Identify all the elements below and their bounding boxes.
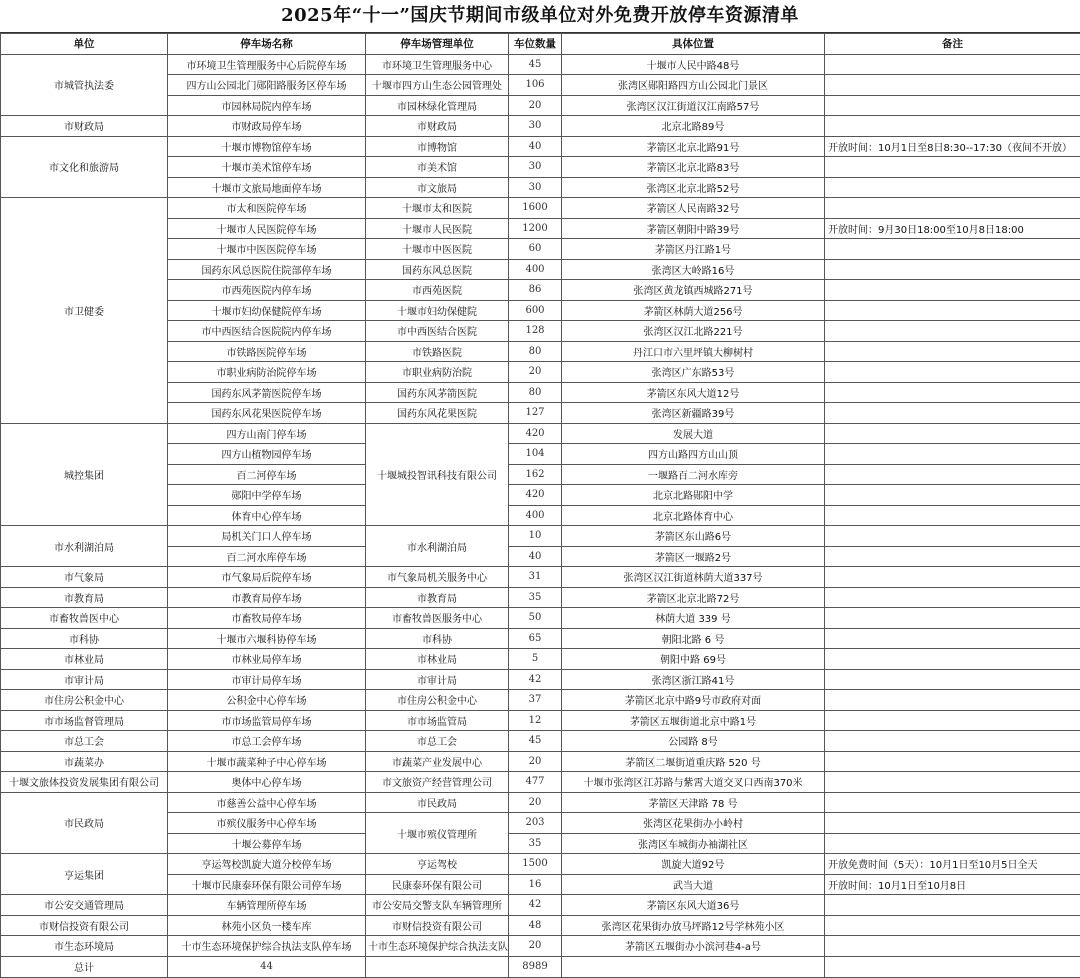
cell-spaces: 1600 [509, 198, 562, 219]
cell-spaces: 420 [509, 423, 562, 444]
cell-unit: 市总工会 [1, 731, 168, 752]
cell-note [825, 259, 1080, 280]
cell-lot-name: 四方山南门停车场 [168, 423, 366, 444]
total-empty [562, 956, 825, 977]
cell-spaces: 20 [509, 95, 562, 116]
cell-lot-name: 十堰市妇幼保健院停车场 [168, 300, 366, 321]
cell-lot-name: 国药东风茅箭医院停车场 [168, 382, 366, 403]
cell-location: 茅箭区北京北路91号 [562, 136, 825, 157]
cell-location: 茅箭区人民南路32号 [562, 198, 825, 219]
cell-lot-name: 市西苑医院内停车场 [168, 280, 366, 301]
cell-spaces: 16 [509, 874, 562, 895]
cell-lot-name: 市职业病防治院停车场 [168, 362, 366, 383]
cell-unit: 市教育局 [1, 587, 168, 608]
table-row [1, 136, 1080, 157]
cell-location: 茅箭区五堰街办小滨河巷4-a号 [562, 936, 825, 957]
cell-note [825, 198, 1080, 219]
cell-note [825, 280, 1080, 301]
cell-spaces: 128 [509, 321, 562, 342]
cell-lot-name: 市殡仪服务中心停车场 [168, 813, 366, 834]
cell-lot-name: 亨运驾校凯旋大道分校停车场 [168, 854, 366, 875]
cell-note [825, 710, 1080, 731]
cell-lot-name: 市慈善公益中心停车场 [168, 792, 366, 813]
cell-manager: 市水利湖泊局 [366, 526, 509, 567]
cell-lot-name: 十堰市民康泰环保有限公司停车场 [168, 874, 366, 895]
cell-manager: 市总工会 [366, 731, 509, 752]
cell-unit: 市公安交通管理局 [1, 895, 168, 916]
cell-location: 张湾区广东路53号 [562, 362, 825, 383]
cell-manager: 十堰市人民医院 [366, 218, 509, 239]
cell-location: 茅箭区东风大道36号 [562, 895, 825, 916]
cell-note [825, 54, 1080, 75]
cell-manager: 国药东风总医院 [366, 259, 509, 280]
cell-unit: 市文化和旅游局 [1, 136, 168, 198]
cell-lot-name: 车辆管理所停车场 [168, 895, 366, 916]
cell-lot-name: 十堰市文旅局地面停车场 [168, 177, 366, 198]
cell-location: 茅箭区朝阳中路39号 [562, 218, 825, 239]
cell-manager: 市公安局交警支队车辆管理所 [366, 895, 509, 916]
cell-note [825, 895, 1080, 916]
cell-lot-name: 林苑小区负一楼车库 [168, 915, 366, 936]
cell-location: 茅箭区东山路6号 [562, 526, 825, 547]
cell-unit: 市城管执法委 [1, 54, 168, 116]
table-row [1, 116, 1080, 137]
cell-manager: 市文旅资产经营管理公司 [366, 772, 509, 793]
cell-manager: 市教育局 [366, 587, 509, 608]
cell-manager: 市中西医结合医院 [366, 321, 509, 342]
cell-lot-name: 国药东风总医院住院部停车场 [168, 259, 366, 280]
cell-spaces: 35 [509, 833, 562, 854]
cell-spaces: 420 [509, 485, 562, 506]
cell-location: 丹江口市六里坪镇大柳树村 [562, 341, 825, 362]
total-row [1, 956, 1080, 977]
cell-location: 四方山路四方山山顶 [562, 444, 825, 465]
cell-lot-name: 十堰市蔬菜种子中心停车场 [168, 751, 366, 772]
cell-manager: 十堰市四方山生态公园管理处 [366, 75, 509, 96]
cell-location: 茅箭区东风大道12号 [562, 382, 825, 403]
cell-note [825, 731, 1080, 752]
cell-spaces: 400 [509, 505, 562, 526]
cell-unit: 城控集团 [1, 423, 168, 526]
cell-lot-name: 十堰市六堰科协停车场 [168, 628, 366, 649]
cell-spaces: 10 [509, 526, 562, 547]
total-empty [825, 956, 1080, 977]
cell-spaces: 37 [509, 690, 562, 711]
cell-manager: 市畜牧兽医服务中心 [366, 608, 509, 629]
cell-lot-name: 市太和医院停车场 [168, 198, 366, 219]
cell-spaces: 20 [509, 936, 562, 957]
cell-location: 林荫大道 339 号 [562, 608, 825, 629]
cell-spaces: 50 [509, 608, 562, 629]
cell-manager: 市科协 [366, 628, 509, 649]
cell-note [825, 772, 1080, 793]
cell-spaces: 1200 [509, 218, 562, 239]
cell-unit: 市水利湖泊局 [1, 526, 168, 567]
cell-lot-name: 市市场监管局停车场 [168, 710, 366, 731]
cell-spaces: 600 [509, 300, 562, 321]
cell-lot-name: 十堰市博物馆停车场 [168, 136, 366, 157]
cell-unit: 市审计局 [1, 669, 168, 690]
cell-spaces: 5 [509, 649, 562, 670]
cell-location: 北京北路体育中心 [562, 505, 825, 526]
cell-location: 茅箭区北京北路72号 [562, 587, 825, 608]
cell-location: 茅箭区二堰街道重庆路 520 号 [562, 751, 825, 772]
cell-manager: 市文旅局 [366, 177, 509, 198]
cell-lot-name: 市教育局停车场 [168, 587, 366, 608]
cell-location: 茅箭区一堰路2号 [562, 546, 825, 567]
cell-spaces: 104 [509, 444, 562, 465]
cell-note [825, 464, 1080, 485]
table-row [1, 772, 1080, 793]
cell-unit: 市民政局 [1, 792, 168, 854]
table-body [1, 54, 1080, 977]
table-row [1, 792, 1080, 813]
cell-lot-name: 市铁路医院停车场 [168, 341, 366, 362]
header-notes: 备注 [825, 34, 1080, 55]
cell-spaces: 20 [509, 792, 562, 813]
cell-spaces: 40 [509, 546, 562, 567]
cell-spaces: 477 [509, 772, 562, 793]
table-row [1, 608, 1080, 629]
cell-manager: 十堰市妇幼保健院 [366, 300, 509, 321]
cell-lot-name: 公积金中心停车场 [168, 690, 366, 711]
cell-unit: 市生态环境局 [1, 936, 168, 957]
document-title: 2025年“十一”国庆节期间市级单位对外免费开放停车资源清单 [0, 0, 1080, 33]
table-row [1, 854, 1080, 875]
cell-spaces: 60 [509, 239, 562, 260]
cell-note [825, 95, 1080, 116]
cell-unit: 市财政局 [1, 116, 168, 137]
cell-spaces: 42 [509, 895, 562, 916]
header-manager: 停车场管理单位 [366, 34, 509, 55]
cell-lot-name: 市审计局停车场 [168, 669, 366, 690]
cell-manager: 市民政局 [366, 792, 509, 813]
cell-note [825, 751, 1080, 772]
cell-manager: 市住房公积金中心 [366, 690, 509, 711]
cell-spaces: 80 [509, 341, 562, 362]
table-row [1, 710, 1080, 731]
cell-lot-name: 市园林局院内停车场 [168, 95, 366, 116]
cell-manager: 市市场监管局 [366, 710, 509, 731]
cell-note [825, 669, 1080, 690]
cell-spaces: 65 [509, 628, 562, 649]
cell-note [825, 936, 1080, 957]
cell-location: 张湾区浙江路41号 [562, 669, 825, 690]
cell-note [825, 444, 1080, 465]
cell-spaces: 1500 [509, 854, 562, 875]
cell-unit: 市财信投资有限公司 [1, 915, 168, 936]
cell-note: 开放时间：10月1日至8日8:30--17:30（夜间不开放） [825, 136, 1080, 157]
cell-lot-name: 局机关门口人停车场 [168, 526, 366, 547]
cell-location: 朝阳北路 6 号 [562, 628, 825, 649]
cell-note [825, 423, 1080, 444]
cell-manager: 亨运驾校 [366, 854, 509, 875]
cell-note [825, 546, 1080, 567]
cell-lot-name: 市气象局后院停车场 [168, 567, 366, 588]
table-row [1, 526, 1080, 547]
header-location: 具体位置 [562, 34, 825, 55]
cell-manager: 民康泰环保有限公司 [366, 874, 509, 895]
cell-note [825, 75, 1080, 96]
table-row [1, 649, 1080, 670]
table-row [1, 731, 1080, 752]
cell-location: 北京北路郧阳中学 [562, 485, 825, 506]
cell-lot-name: 体育中心停车场 [168, 505, 366, 526]
cell-spaces: 106 [509, 75, 562, 96]
cell-lot-name: 市总工会停车场 [168, 731, 366, 752]
cell-manager: 市气象局机关服务中心 [366, 567, 509, 588]
cell-location: 一堰路百二河水库旁 [562, 464, 825, 485]
cell-note [825, 321, 1080, 342]
cell-spaces: 127 [509, 403, 562, 424]
cell-note [825, 341, 1080, 362]
cell-note [825, 690, 1080, 711]
cell-location: 张湾区汉江街道汉江南路57号 [562, 95, 825, 116]
cell-note [825, 177, 1080, 198]
cell-note [825, 526, 1080, 547]
cell-note [825, 567, 1080, 588]
cell-note: 开放时间：9月30日18:00至10月8日18:00 [825, 218, 1080, 239]
cell-note [825, 792, 1080, 813]
cell-spaces: 86 [509, 280, 562, 301]
cell-note [825, 833, 1080, 854]
cell-manager: 市博物馆 [366, 136, 509, 157]
cell-location: 张湾区新疆路39号 [562, 403, 825, 424]
cell-lot-name: 百二河停车场 [168, 464, 366, 485]
table-row [1, 423, 1080, 444]
cell-note [825, 628, 1080, 649]
cell-note: 开放时间：10月1日至10月8日 [825, 874, 1080, 895]
cell-note [825, 485, 1080, 506]
table-row [1, 895, 1080, 916]
header-unit: 单位 [1, 34, 168, 55]
cell-note [825, 157, 1080, 178]
cell-location: 茅箭区北京北路83号 [562, 157, 825, 178]
cell-location: 张湾区车城街办袖湖社区 [562, 833, 825, 854]
parking-table [0, 33, 1080, 978]
cell-manager: 市蔬菜产业发展中心 [366, 751, 509, 772]
cell-location: 发展大道 [562, 423, 825, 444]
cell-note [825, 915, 1080, 936]
cell-manager: 国药东风茅箭医院 [366, 382, 509, 403]
cell-location: 茅箭区天津路 78 号 [562, 792, 825, 813]
cell-location: 张湾区汉江街道林荫大道337号 [562, 567, 825, 588]
cell-note [825, 362, 1080, 383]
cell-location: 张湾区郧阳路四方山公园北门景区 [562, 75, 825, 96]
cell-spaces: 40 [509, 136, 562, 157]
table-header-row [1, 34, 1080, 55]
cell-note [825, 403, 1080, 424]
cell-unit: 十堰文旅体投资发展集团有限公司 [1, 772, 168, 793]
cell-spaces: 45 [509, 54, 562, 75]
cell-lot-name: 十堰市人民医院停车场 [168, 218, 366, 239]
cell-note [825, 116, 1080, 137]
cell-note: 开放免费时间（5天）：10月1日至10月5日全天 [825, 854, 1080, 875]
total-lots: 44 [168, 956, 366, 977]
table-row [1, 690, 1080, 711]
cell-unit: 市市场监督管理局 [1, 710, 168, 731]
cell-manager: 十堰城投智讯科技有限公司 [366, 423, 509, 526]
total-label: 总计 [1, 956, 168, 977]
cell-location: 张湾区花果街办小岭村 [562, 813, 825, 834]
cell-unit: 市畜牧兽医中心 [1, 608, 168, 629]
table-row [1, 915, 1080, 936]
cell-note [825, 587, 1080, 608]
total-empty [366, 956, 509, 977]
cell-lot-name: 郧阳中学停车场 [168, 485, 366, 506]
cell-lot-name: 奥体中心停车场 [168, 772, 366, 793]
cell-manager: 十堰市殡仪管理所 [366, 813, 509, 854]
cell-spaces: 20 [509, 751, 562, 772]
cell-location: 朝阳中路 69号 [562, 649, 825, 670]
cell-spaces: 30 [509, 177, 562, 198]
cell-manager: 十市生态环境保护综合执法支队 [366, 936, 509, 957]
cell-lot-name: 十堰公募停车场 [168, 833, 366, 854]
cell-lot-name: 国药东风花果医院停车场 [168, 403, 366, 424]
cell-unit: 亨运集团 [1, 854, 168, 895]
cell-lot-name: 市林业局停车场 [168, 649, 366, 670]
cell-location: 茅箭区北京中路9号市政府对面 [562, 690, 825, 711]
cell-location: 武当大道 [562, 874, 825, 895]
table-row [1, 587, 1080, 608]
cell-spaces: 35 [509, 587, 562, 608]
cell-lot-name: 十市生态环境保护综合执法支队停车场 [168, 936, 366, 957]
table-row [1, 567, 1080, 588]
cell-manager: 市园林绿化管理局 [366, 95, 509, 116]
cell-unit: 市蔬菜办 [1, 751, 168, 772]
cell-location: 张湾区汉江北路221号 [562, 321, 825, 342]
cell-location: 十堰市张湾区江苏路与紫霄大道交叉口西南370米 [562, 772, 825, 793]
cell-note [825, 505, 1080, 526]
cell-note [825, 813, 1080, 834]
cell-unit: 市气象局 [1, 567, 168, 588]
cell-location: 茅箭区丹江路1号 [562, 239, 825, 260]
cell-spaces: 42 [509, 669, 562, 690]
cell-note [825, 239, 1080, 260]
cell-manager: 市美术馆 [366, 157, 509, 178]
cell-spaces: 30 [509, 157, 562, 178]
cell-manager: 国药东风花果医院 [366, 403, 509, 424]
cell-note [825, 300, 1080, 321]
header-spaces: 车位数量 [509, 34, 562, 55]
header-lot-name: 停车场名称 [168, 34, 366, 55]
cell-spaces: 31 [509, 567, 562, 588]
cell-spaces: 48 [509, 915, 562, 936]
cell-note [825, 382, 1080, 403]
cell-spaces: 45 [509, 731, 562, 752]
cell-manager: 市环境卫生管理服务中心 [366, 54, 509, 75]
table-row [1, 936, 1080, 957]
cell-lot-name: 十堰市美术馆停车场 [168, 157, 366, 178]
cell-location: 茅箭区林荫大道256号 [562, 300, 825, 321]
table-row [1, 669, 1080, 690]
cell-note [825, 608, 1080, 629]
table-row [1, 751, 1080, 772]
cell-manager: 市职业病防治院 [366, 362, 509, 383]
cell-location: 公园路 8号 [562, 731, 825, 752]
cell-spaces: 12 [509, 710, 562, 731]
total-spaces: 8989 [509, 956, 562, 977]
cell-manager: 市财信投资有限公司 [366, 915, 509, 936]
cell-location: 张湾区北京北路52号 [562, 177, 825, 198]
cell-lot-name: 市财政局停车场 [168, 116, 366, 137]
cell-lot-name: 十堰市中医医院停车场 [168, 239, 366, 260]
cell-spaces: 20 [509, 362, 562, 383]
cell-spaces: 30 [509, 116, 562, 137]
cell-note [825, 649, 1080, 670]
cell-unit: 市科协 [1, 628, 168, 649]
cell-location: 凯旋大道92号 [562, 854, 825, 875]
table-row [1, 628, 1080, 649]
cell-location: 张湾区花果街办放马坪路12号学林苑小区 [562, 915, 825, 936]
table-row [1, 54, 1080, 75]
cell-spaces: 400 [509, 259, 562, 280]
cell-location: 张湾区大岭路16号 [562, 259, 825, 280]
cell-location: 十堰市人民中路48号 [562, 54, 825, 75]
cell-unit: 市住房公积金中心 [1, 690, 168, 711]
cell-location: 北京北路89号 [562, 116, 825, 137]
cell-lot-name: 四方山公园北门郧阳路服务区停车场 [168, 75, 366, 96]
cell-location: 茅箭区五堰街道北京中路1号 [562, 710, 825, 731]
cell-unit: 市林业局 [1, 649, 168, 670]
cell-manager: 市铁路医院 [366, 341, 509, 362]
cell-manager: 市林业局 [366, 649, 509, 670]
cell-unit: 市卫健委 [1, 198, 168, 424]
table-row [1, 198, 1080, 219]
cell-manager: 市财政局 [366, 116, 509, 137]
cell-manager: 市西苑医院 [366, 280, 509, 301]
cell-lot-name: 市环境卫生管理服务中心后院停车场 [168, 54, 366, 75]
cell-lot-name: 百二河水库停车场 [168, 546, 366, 567]
cell-spaces: 162 [509, 464, 562, 485]
cell-spaces: 203 [509, 813, 562, 834]
cell-lot-name: 市畜牧局停车场 [168, 608, 366, 629]
cell-location: 张湾区黄龙镇西城路271号 [562, 280, 825, 301]
cell-lot-name: 四方山植物园停车场 [168, 444, 366, 465]
cell-manager: 市审计局 [366, 669, 509, 690]
cell-manager: 十堰市太和医院 [366, 198, 509, 219]
cell-spaces: 80 [509, 382, 562, 403]
cell-manager: 十堰市中医医院 [366, 239, 509, 260]
cell-lot-name: 市中西医结合医院院内停车场 [168, 321, 366, 342]
